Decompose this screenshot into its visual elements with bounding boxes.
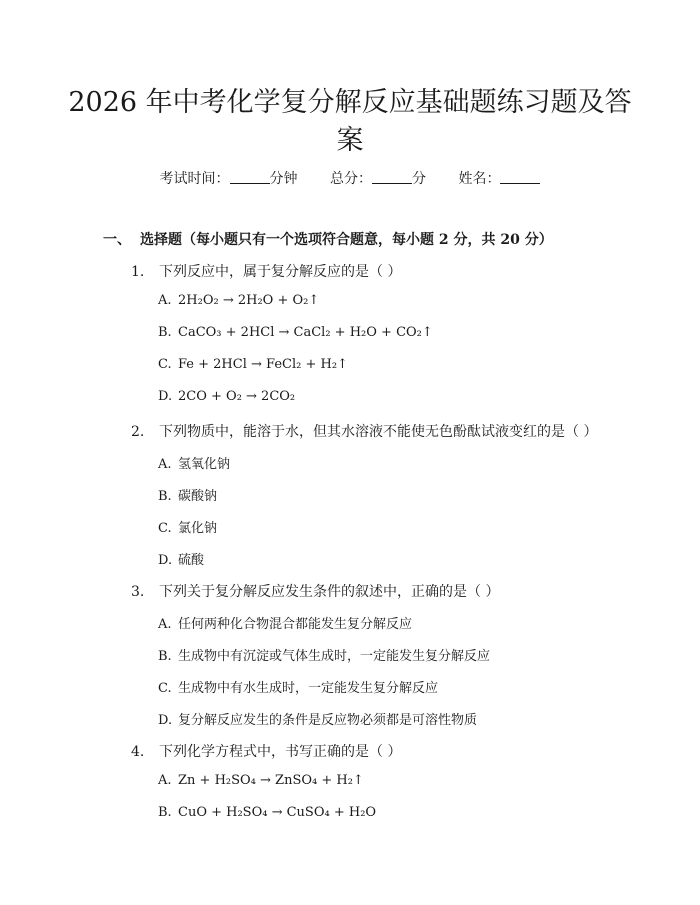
option-label: B. <box>158 649 172 664</box>
option-label: B. <box>158 805 172 820</box>
section-heading <box>103 229 553 249</box>
option-text: 生成物中有沉淀或气体生成时，一定能发生复分解反应 <box>178 649 491 664</box>
option-label: C. <box>158 357 172 372</box>
option-text: CaCO₃ + 2HCl → CaCl₂ + H₂O + CO₂↑ <box>178 325 433 340</box>
option-2b <box>158 485 217 504</box>
question-number: 1. <box>131 264 145 280</box>
option-text: 碳酸钠 <box>178 489 218 504</box>
option-text: Zn + H₂SO₄ → ZnSO₄ + H₂↑ <box>178 773 364 788</box>
option-4a <box>158 773 364 788</box>
option-label: A. <box>158 293 172 308</box>
option-text: Fe + 2HCl → FeCl₂ + H₂↑ <box>178 357 348 372</box>
student-name-label: 姓名： <box>458 171 501 187</box>
total-score-blank <box>372 171 412 184</box>
question-stem: 下列关于复分解反应发生条件的叙述中，正确的是（ ） <box>159 584 500 600</box>
option-text: CuO + H₂SO₄ → CuSO₄ + H₂O <box>178 805 377 820</box>
option-label: A. <box>158 773 172 788</box>
option-3d <box>158 709 477 728</box>
page-title: 2026 年中考化学复分解反应基础题练习题及答案 <box>68 87 632 156</box>
question-stem: 下列化学方程式中，书写正确的是（ ） <box>159 744 402 760</box>
exam-time-unit: 分钟 <box>269 171 298 187</box>
section-number: 一、 <box>103 232 131 248</box>
question-stem: 下列物质中，能溶于水，但其水溶液不能使无色酚酞试液变红的是（ ） <box>159 424 598 440</box>
total-score <box>330 171 426 187</box>
student-name <box>458 171 540 187</box>
option-text: 生成物中有水生成时，一定能发生复分解反应 <box>178 681 439 696</box>
option-label: B. <box>158 489 172 504</box>
option-1c <box>158 357 348 372</box>
question-1 <box>131 261 401 281</box>
section-title: 选择题（每小题只有一个选项符合题意，每小题 2 分，共 20 分） <box>140 232 553 248</box>
option-3b <box>158 645 490 664</box>
option-1d <box>158 389 295 404</box>
exam-time <box>160 171 298 187</box>
option-text: 氢氧化钠 <box>178 457 231 472</box>
option-label: C. <box>158 521 172 536</box>
option-label: A. <box>158 617 172 632</box>
option-text: 2CO + O₂ → 2CO₂ <box>178 389 296 404</box>
total-score-label: 总分： <box>330 171 372 187</box>
option-2a <box>158 453 230 472</box>
exam-time-blank <box>230 171 270 184</box>
option-1a <box>158 293 319 308</box>
option-text: 2H₂O₂ → 2H₂O + O₂↑ <box>178 293 320 308</box>
option-text: 复分解反应发生的条件是反应物必须都是可溶性物质 <box>178 713 478 728</box>
option-text: 任何两种化合物混合都能发生复分解反应 <box>178 617 413 632</box>
question-number: 2. <box>131 424 145 440</box>
question-4 <box>131 741 401 761</box>
option-2d <box>158 549 204 568</box>
question-number: 3. <box>131 584 145 600</box>
option-3c <box>158 677 438 696</box>
student-name-blank <box>500 171 540 184</box>
option-3a <box>158 613 412 632</box>
option-label: B. <box>158 325 172 340</box>
total-score-unit: 分 <box>412 171 426 187</box>
option-2c <box>158 517 217 536</box>
option-text: 硫酸 <box>178 553 205 568</box>
exam-info-line <box>0 168 700 188</box>
question-2 <box>131 421 597 441</box>
exam-time-label: 考试时间： <box>159 171 230 187</box>
question-number: 4. <box>131 744 145 760</box>
option-1b <box>158 325 433 340</box>
option-label: D. <box>158 553 173 568</box>
option-label: D. <box>158 389 173 404</box>
question-3 <box>131 581 499 601</box>
option-4b <box>158 805 376 820</box>
option-label: A. <box>158 457 172 472</box>
option-text: 氯化钠 <box>178 521 218 536</box>
option-label: D. <box>158 713 173 728</box>
option-label: C. <box>158 681 172 696</box>
question-stem: 下列反应中，属于复分解反应的是（ ） <box>159 264 402 280</box>
